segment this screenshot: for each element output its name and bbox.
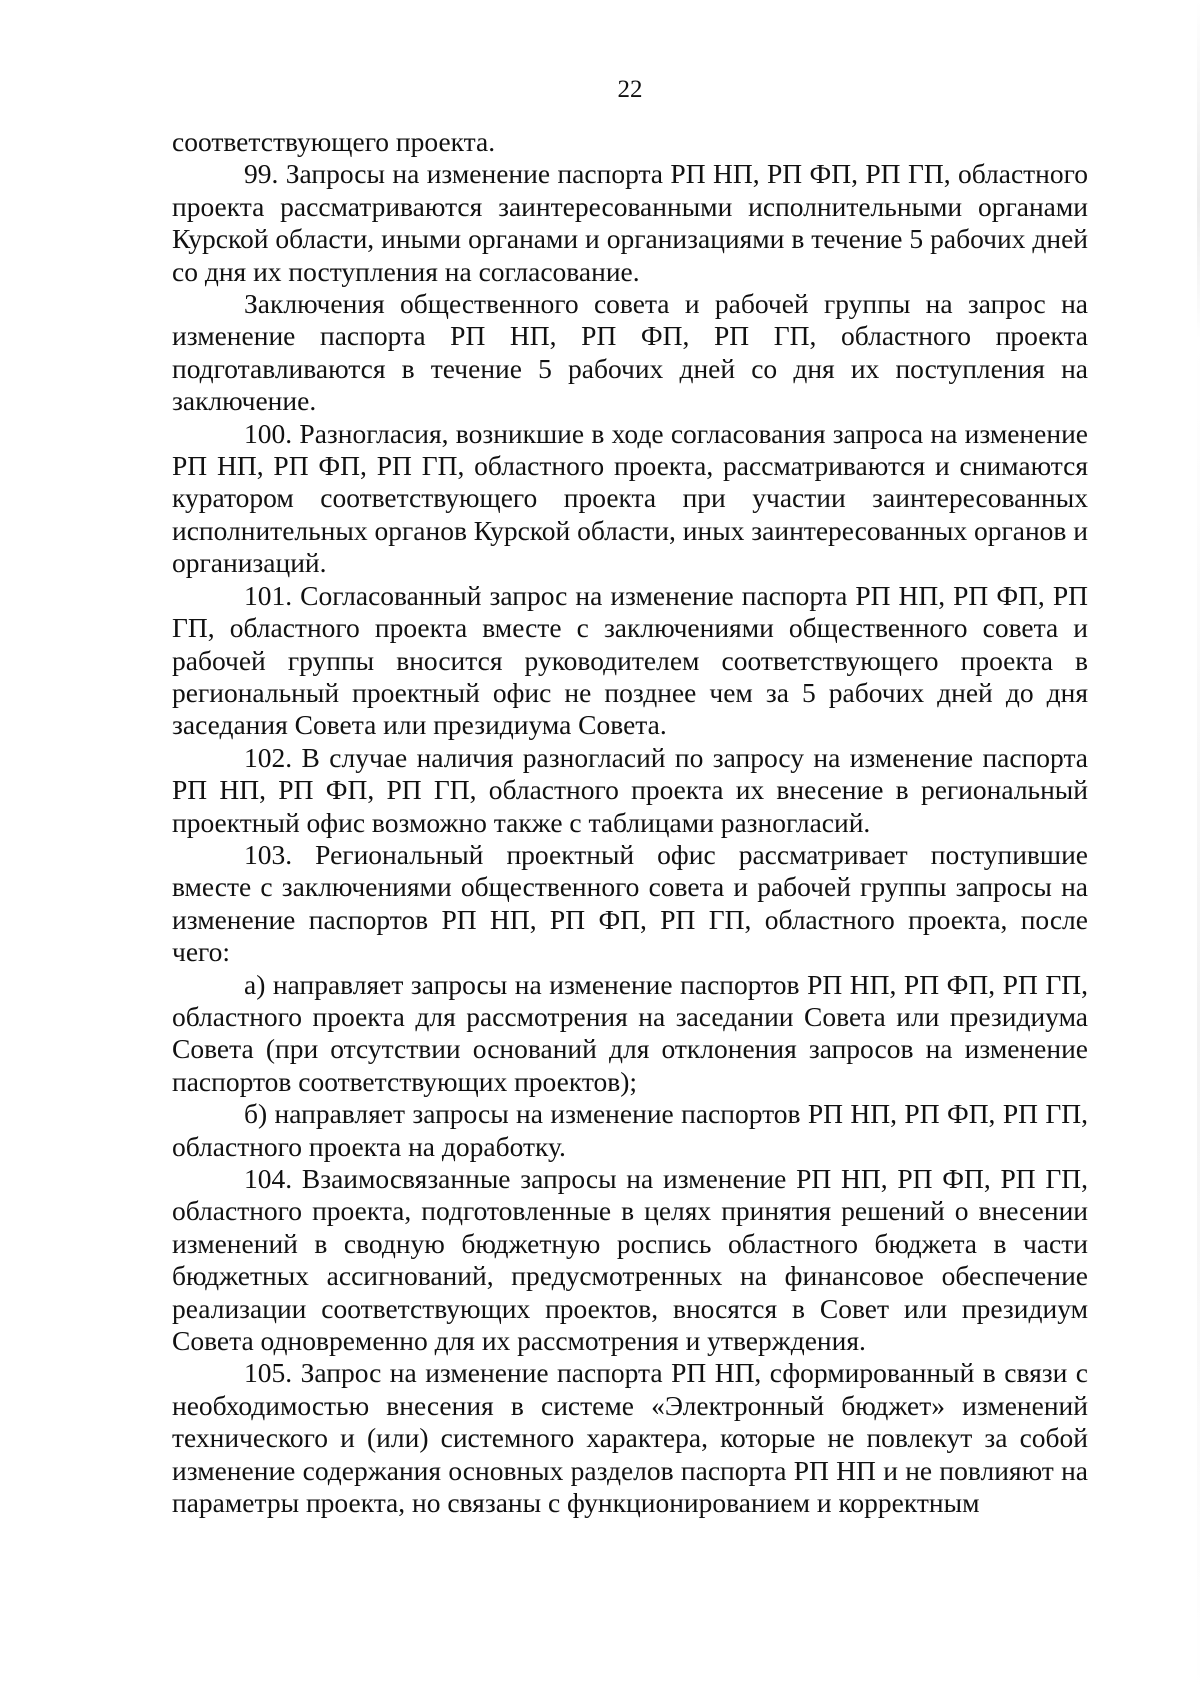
paragraph-103-b: б) направляет запросы на изменение паспортов РП НП, РП ФП, РП ГП, областного проекта на доработку. [172, 1098, 1088, 1162]
paragraph-103: 103. Региональный проектный офис рассматривает поступившие вместе с заключениями общественного совета и рабочей группы запросы на изменение паспортов РП НП, РП ФП, РП ГП, областного проекта, после чего: [172, 838, 1088, 968]
paragraph-100: 100. Разногласия, возникшие в ходе согласования запроса на изменение РП НП, РП ФП, РП ГП, областного проекта, рассматриваются и снимаются куратором соответствующего проекта при участии заинтересованных исполнительных органов Курской области, иных заинтересованных органов и организаций. [172, 417, 1089, 579]
paragraph-continuation: соответствующего проекта. [172, 126, 496, 157]
paragraph-103-a: а) направляет запросы на изменение паспортов РП НП, РП ФП, РП ГП, областного проекта для рассмотрения на заседании Совета или президиума Совета (при отсутствии оснований для отклонения запросов на изменение паспортов соответствующих проектов); [172, 968, 1088, 1097]
paragraph-101: 101. Согласованный запрос на изменение паспорта РП НП, РП ФП, РП ГП, областного проекта вместе с заключениями общественного совета и рабочей группы вносится руководителем соответствующего проекта в региональный проектный офис не позднее чем за 5 рабочих дней до дня заседания Совета или президиума Совета. [172, 579, 1088, 741]
paragraph-99: 99. Запросы на изменение паспорта РП НП, РП ФП, РП ГП, областного проекта рассматриваются заинтересованными исполнительными органами Курской области, иными органами и организациями в течение 5 рабочих дней со дня их поступления на согласование. [172, 158, 1088, 287]
page-number: 22 [617, 76, 643, 103]
paragraph-99-conclusions: Заключения общественного совета и рабочей группы на запрос на изменение паспорта РП НП, РП ФП, РП ГП, областного проекта подготавливаются в течение 5 рабочих дней со дня их поступления на заключение. [172, 288, 1088, 417]
paragraph-105: 105. Запрос на изменение паспорта РП НП, сформированный в связи с необходимостью внесения в системе «Электронный бюджет» изменений технического и (или) системного характера, которые не повлекут за собой изменение содержания основных разделов паспорта РП НП и не повлияют на параметры проекта, но связаны с функционированием и корректным [172, 1357, 1088, 1519]
paragraph-104: 104. Взаимосвязанные запросы на изменение РП НП, РП ФП, РП ГП, областного проекта, подготовленные в целях принятия решений о внесении изменений в сводную бюджетную роспись областного бюджета в части бюджетных ассигнований, предусмотренных на финансовое обеспечение реализации соответствующих проектов, вносятся в Совет или президиум Совета одновременно для их рассмотрения и утверждения. [172, 1163, 1088, 1357]
paragraph-102: 102. В случае наличия разногласий по запросу на изменение паспорта РП НП, РП ФП, РП ГП, областного проекта их внесение в региональный проектный офис возможно также с таблицами разногласий. [172, 741, 1088, 838]
document-body [172, 126, 1088, 1519]
